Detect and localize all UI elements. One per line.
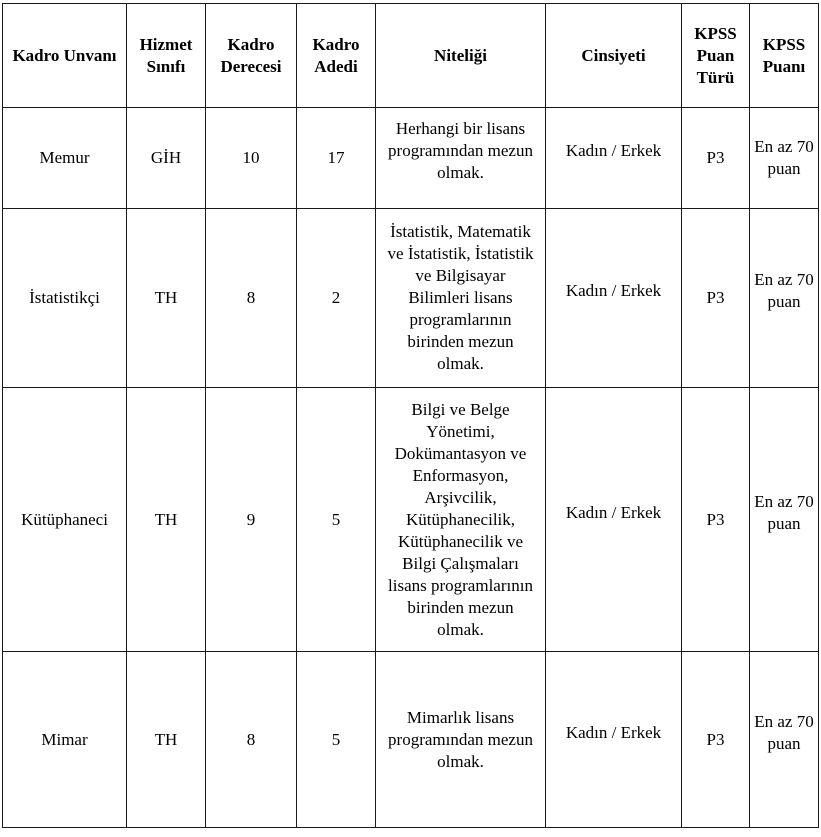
cell-unvan: Kütüphaneci	[3, 388, 127, 652]
header-kpss-puani: KPSS Puanı	[750, 4, 819, 108]
cinsiyet-text: Kadın / Erkek	[565, 502, 662, 522]
cell-cinsiyet	[546, 652, 682, 828]
cell-sinif: TH	[127, 652, 206, 828]
puan-text: En az 70 puan	[754, 711, 814, 753]
cell-sinif: GİH	[127, 108, 206, 209]
cell-adet: 17	[297, 108, 376, 209]
cell-cinsiyet	[546, 388, 682, 652]
cell-sinif: TH	[127, 388, 206, 652]
cell-nitelik	[376, 108, 546, 209]
puan-text: En az 70 puan	[754, 270, 814, 311]
cell-unvan: İstatistikçi	[3, 209, 127, 388]
cell-cinsiyet	[546, 209, 682, 388]
cell-derece: 9	[206, 388, 297, 652]
header-hizmet-sinifi: Hizmet Sınıfı	[127, 4, 206, 108]
cell-puan	[750, 652, 819, 828]
cell-puan-turu: P3	[682, 209, 750, 388]
header-cinsiyeti: Cinsiyeti	[546, 4, 682, 108]
table-row	[3, 388, 819, 652]
table-row	[3, 652, 819, 828]
cell-cinsiyet	[546, 108, 682, 209]
cell-puan-turu: P3	[682, 108, 750, 209]
table-row	[3, 209, 819, 388]
cinsiyet-text: Kadın / Erkek	[565, 722, 662, 742]
cell-adet: 5	[297, 388, 376, 652]
header-kpss-puan-turu: KPSS Puan Türü	[682, 4, 750, 108]
cell-adet: 5	[297, 652, 376, 828]
cell-unvan: Memur	[3, 108, 127, 209]
cell-adet: 2	[297, 209, 376, 388]
header-row	[3, 4, 819, 108]
cell-derece: 8	[206, 209, 297, 388]
cell-sinif: TH	[127, 209, 206, 388]
header-kadro-unvani: Kadro Unvanı	[3, 4, 127, 108]
cell-puan	[750, 209, 819, 388]
cell-derece: 8	[206, 652, 297, 828]
cell-nitelik: İstatistik, Matematik ve İstatistik, İstatistik ve Bilgisayar Bilimleri lisans programlarının birinden mezun olmak.	[376, 209, 546, 388]
cell-puan	[750, 388, 819, 652]
kadro-table	[2, 3, 819, 828]
cell-derece: 10	[206, 108, 297, 209]
cinsiyet-text: Kadın / Erkek	[565, 141, 662, 160]
cell-puan-turu: P3	[682, 388, 750, 652]
cinsiyet-text: Kadın / Erkek	[565, 281, 662, 300]
header-niteligi: Niteliği	[376, 4, 546, 108]
header-kadro-adedi: Kadro Adedi	[297, 4, 376, 108]
cell-nitelik: Bilgi ve Belge Yönetimi, Dokümantasyon ve Enformasyon, Arşivcilik, Kütüphanecilik, Kütüphanecilik ve Bilgi Çalışmaları lisans programlarının birinden mezun olmak.	[376, 388, 546, 652]
puan-text: En az 70 puan	[754, 491, 814, 533]
nitelik-text: Herhangi bir lisans programından mezun olmak.	[388, 119, 533, 182]
cell-puan-turu: P3	[682, 652, 750, 828]
cell-puan: En az 70 puan	[750, 108, 819, 209]
cell-nitelik: Mimarlık lisans programından mezun olmak.	[376, 652, 546, 828]
table-row	[3, 108, 819, 209]
cell-unvan: Mimar	[3, 652, 127, 828]
header-kadro-derecesi: Kadro Derecesi	[206, 4, 297, 108]
